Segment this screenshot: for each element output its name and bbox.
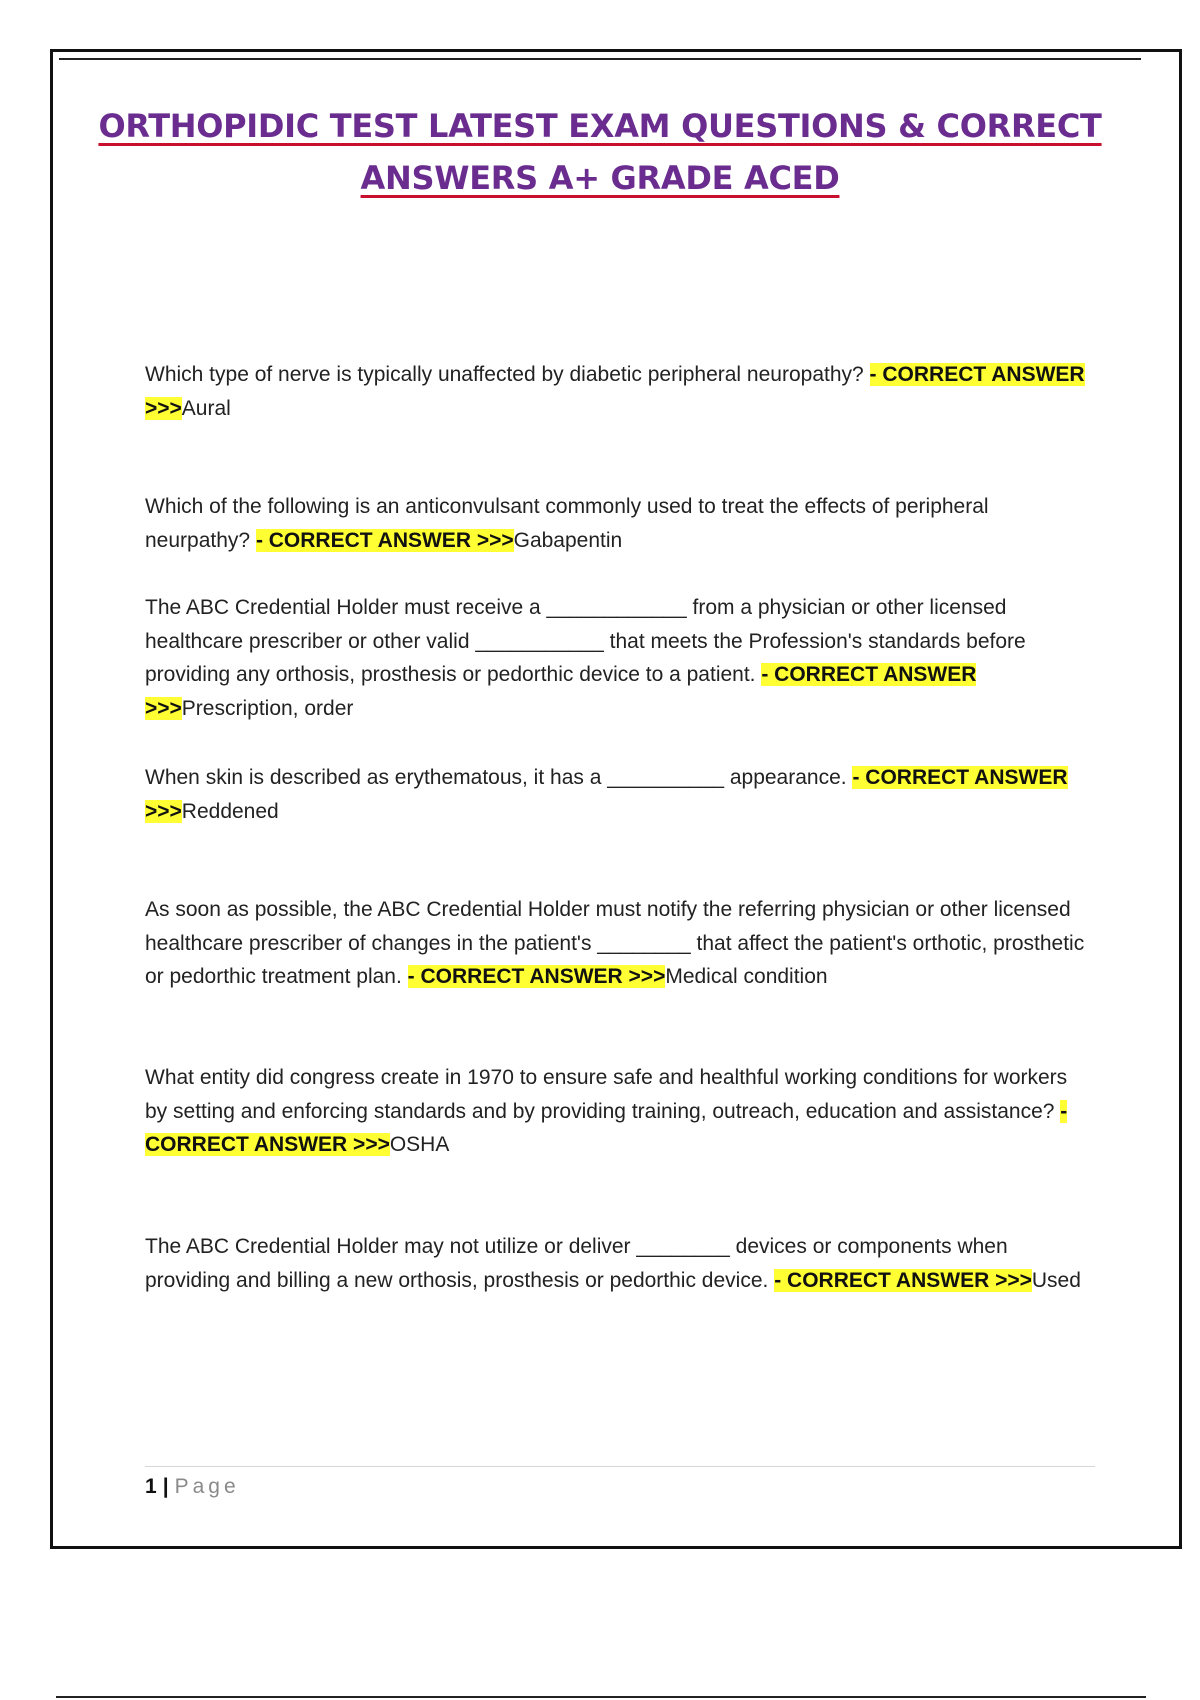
- correct-answer-marker: - CORRECT ANSWER >>>: [145, 1099, 1068, 1156]
- question-text: Which of the following is an anticonvulsant commonly used to treat the effects of peripheral neurpathy?: [145, 495, 989, 552]
- page-number: 1: [145, 1475, 157, 1498]
- document-title-line-2: ANSWERS A+ GRADE ACED: [360, 159, 840, 197]
- question-item-6: [145, 1061, 1095, 1187]
- next-page-edge-rule: [56, 1696, 1146, 1698]
- document-title-line-1: ORTHOPIDIC TEST LATEST EXAM QUESTIONS & CORRECT: [98, 107, 1102, 145]
- answer-text: OSHA: [389, 1133, 450, 1156]
- header-rule: [59, 58, 1141, 60]
- question-item-5: [145, 893, 1095, 1019]
- correct-answer-marker: - CORRECT ANSWER >>>: [407, 965, 666, 988]
- page-label: Page: [174, 1475, 240, 1498]
- correct-answer-marker: - CORRECT ANSWER >>>: [774, 1268, 1032, 1292]
- footer-rule: [145, 1466, 1095, 1467]
- page-footer: [145, 1472, 240, 1502]
- correct-answer-marker: - CORRECT ANSWER >>>: [145, 766, 1068, 823]
- footer-separator: |: [162, 1475, 169, 1498]
- question-text: The ABC Credential Holder must receive a ____________ from a physician or other licensed healthcare prescriber or other valid ___________ that meets the Profession's standards before providing any orthosis, prosthesis or pedorthic device to a patient.: [145, 596, 1026, 686]
- answer-text: Medical condition: [665, 965, 828, 988]
- question-text: What entity did congress create in 1970 to ensure safe and healthful working conditions for workers by setting and enforcing standards and by providing training, outreach, education and assistance?: [145, 1066, 1068, 1123]
- question-item-7: [145, 1230, 1095, 1356]
- question-item-2: [145, 490, 1095, 582]
- question-item-1: [145, 358, 1095, 450]
- correct-answer-marker: - CORRECT ANSWER >>>: [145, 663, 977, 720]
- question-text: The ABC Credential Holder may not utilize or deliver ________ devices or components when providing and billing a new orthosis, prosthesis or pedorthic device.: [145, 1235, 1008, 1292]
- answer-text: Prescription, order: [181, 696, 354, 720]
- question-text: As soon as possible, the ABC Credential Holder must notify the referring physician or other licensed healthcare prescriber of changes in the patient's ________ that affect the patient's orthotic, prosthetic or pedorthic treatment plan.: [145, 898, 1085, 988]
- answer-text: Aural: [181, 396, 231, 420]
- question-item-4: [145, 761, 1095, 853]
- correct-answer-marker: - CORRECT ANSWER >>>: [255, 528, 514, 552]
- correct-answer-marker: - CORRECT ANSWER >>>: [145, 363, 1085, 420]
- question-list: [145, 358, 1095, 1356]
- answer-text: Gabapentin: [513, 528, 623, 552]
- answer-text: Used: [1031, 1268, 1081, 1292]
- document-title: [90, 100, 1110, 204]
- question-text: When skin is described as erythematous, it has a __________ appearance.: [145, 766, 847, 789]
- question-item-3: [145, 591, 1095, 751]
- answer-text: Reddened: [181, 799, 279, 823]
- question-text: Which type of nerve is typically unaffected by diabetic peripheral neuropathy?: [145, 363, 864, 386]
